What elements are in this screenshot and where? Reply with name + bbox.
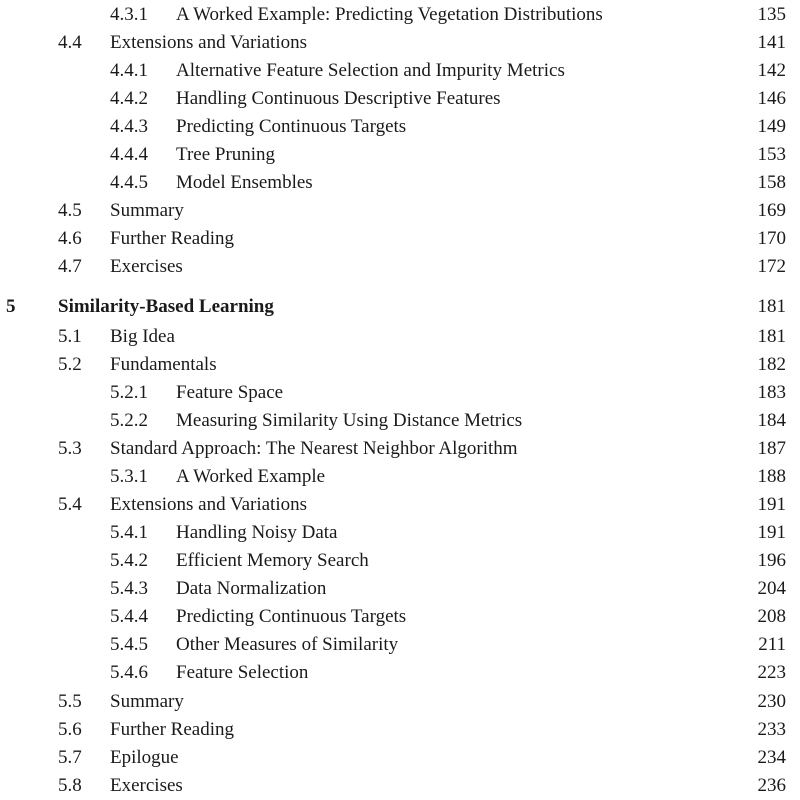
toc-entry-number: 4.3.1 [110,4,148,25]
toc-entry-title: Feature Space [176,382,284,403]
toc-entry-page: 196 [757,550,786,571]
toc-entry-number: 4.6 [58,228,82,249]
toc-entry-page: 208 [757,606,786,627]
toc-entry [0,492,800,518]
toc-entry-number: 5.4 [58,494,82,515]
toc-entry-number: 4.4.2 [110,88,148,109]
toc-entry-page: 230 [757,691,786,712]
toc-entry-page: 172 [757,256,786,277]
toc-entry [0,773,800,799]
toc-entry-page: 142 [757,60,786,81]
toc-entry-page: 146 [757,88,786,109]
toc-entry [0,745,800,771]
toc-entry-page: 181 [757,296,786,317]
toc-entry-number: 5.2.1 [110,382,148,403]
toc-entry [0,170,800,196]
toc-entry [0,520,800,546]
toc-entry-page: 223 [757,662,786,683]
toc-entry-number: 4.4.5 [110,172,148,193]
toc-entry-page: 191 [757,494,786,515]
toc-entry-title: Predicting Continuous Targets [176,606,407,627]
toc-entry [0,352,800,378]
toc-entry [0,226,800,252]
toc-entry [0,689,800,715]
toc-entry-title: A Worked Example [176,466,326,487]
toc-entry-number: 5.2.2 [110,410,148,431]
toc-entry-number: 5.4.5 [110,634,148,655]
toc-entry-page: 169 [757,200,786,221]
toc-entry-number: 5.5 [58,691,82,712]
toc-entry [0,436,800,462]
toc-entry-number: 4.7 [58,256,82,277]
toc-entry [0,632,800,658]
toc-entry [0,604,800,630]
toc-entry [0,198,800,224]
toc-entry-number: 4.4.1 [110,60,148,81]
toc-entry-page: 184 [757,410,786,431]
toc-entry-page: 158 [757,172,786,193]
toc-entry-number: 5.4.1 [110,522,148,543]
toc-entry-number: 4.4 [58,32,82,53]
toc-entry-number: 5.3.1 [110,466,148,487]
toc-entry [0,380,800,406]
toc-entry [0,254,800,280]
toc-entry-title: Alternative Feature Selection and Impurity Metrics [176,60,565,81]
toc-entry-page: 236 [757,775,786,796]
toc-entry-title: Feature Selection [176,662,309,683]
toc-entry-title: Extensions and Variations [110,32,308,53]
toc-entry-title: Tree Pruning [176,144,276,165]
toc-entry-number: 5.4.6 [110,662,148,683]
toc-entry [0,30,800,56]
toc-entry-number: 5.4.4 [110,606,148,627]
toc-chapter-entry [0,294,800,320]
toc-entry-title: Big Idea [110,326,175,347]
toc-entry-title: Data Normalization [176,578,327,599]
toc-entry-number: 5 [6,296,16,317]
toc-entry [0,576,800,602]
toc-entry-page: 234 [757,747,786,768]
toc-entry-number: 5.2 [58,354,82,375]
toc-entry-title: Efficient Memory Search [176,550,369,571]
toc-entry-title: Other Measures of Similarity [176,634,399,655]
toc-entry-number: 5.4.2 [110,550,148,571]
toc-entry-title: Extensions and Variations [110,494,308,515]
toc-entry-title: Fundamentals [110,354,217,375]
toc-entry-number: 5.4.3 [110,578,148,599]
toc-entry-page: 188 [757,466,786,487]
toc-entry [0,717,800,743]
toc-entry-title: Summary [110,691,184,712]
toc-entry [0,408,800,434]
toc-entry [0,2,800,28]
toc-entry-number: 5.1 [58,326,82,347]
toc-entry-title: A Worked Example: Predicting Vegetation Distributions [176,4,603,25]
toc-entry-page: 187 [757,438,786,459]
toc-entry [0,464,800,490]
toc-entry-title: Epilogue [110,747,179,768]
toc-entry [0,660,800,686]
toc-entry [0,58,800,84]
toc-entry-page: 191 [757,522,786,543]
toc-entry [0,86,800,112]
toc-entry-page: 181 [757,326,786,347]
toc-entry-title: Measuring Similarity Using Distance Metrics [176,410,523,431]
toc-entry-title: Similarity-Based Learning [58,296,274,317]
toc-entry-number: 4.5 [58,200,82,221]
toc-entry-page: 135 [757,4,786,25]
toc-entry-title: Summary [110,200,184,221]
toc-entry-page: 211 [758,634,786,655]
toc-entry-number: 5.3 [58,438,82,459]
toc-entry-page: 183 [757,382,786,403]
toc-entry-page: 153 [757,144,786,165]
toc-entry-title: Handling Noisy Data [176,522,338,543]
toc-entry [0,548,800,574]
toc-entry-number: 5.6 [58,719,82,740]
toc-entry-title: Further Reading [110,719,235,740]
toc-entry-page: 170 [757,228,786,249]
toc-entry-page: 182 [757,354,786,375]
toc-entry-title: Exercises [110,256,183,277]
toc-entry [0,324,800,350]
toc-entry [0,114,800,140]
toc-entry-title: Standard Approach: The Nearest Neighbor Algorithm [110,438,518,459]
toc-entry-title: Predicting Continuous Targets [176,116,407,137]
toc-entry-number: 4.4.3 [110,116,148,137]
toc-entry-page: 233 [757,719,786,740]
toc-entry-title: Further Reading [110,228,235,249]
toc-entry-title: Handling Continuous Descriptive Features [176,88,501,109]
toc-entry-page: 204 [757,578,786,599]
toc-entry-title: Model Ensembles [176,172,313,193]
toc-entry-number: 5.8 [58,775,82,796]
toc-entry-number: 5.7 [58,747,82,768]
toc-entry-title: Exercises [110,775,183,796]
toc-entry [0,142,800,168]
toc-entry-number: 4.4.4 [110,144,148,165]
toc-entry-page: 141 [757,32,786,53]
toc-entry-page: 149 [757,116,786,137]
